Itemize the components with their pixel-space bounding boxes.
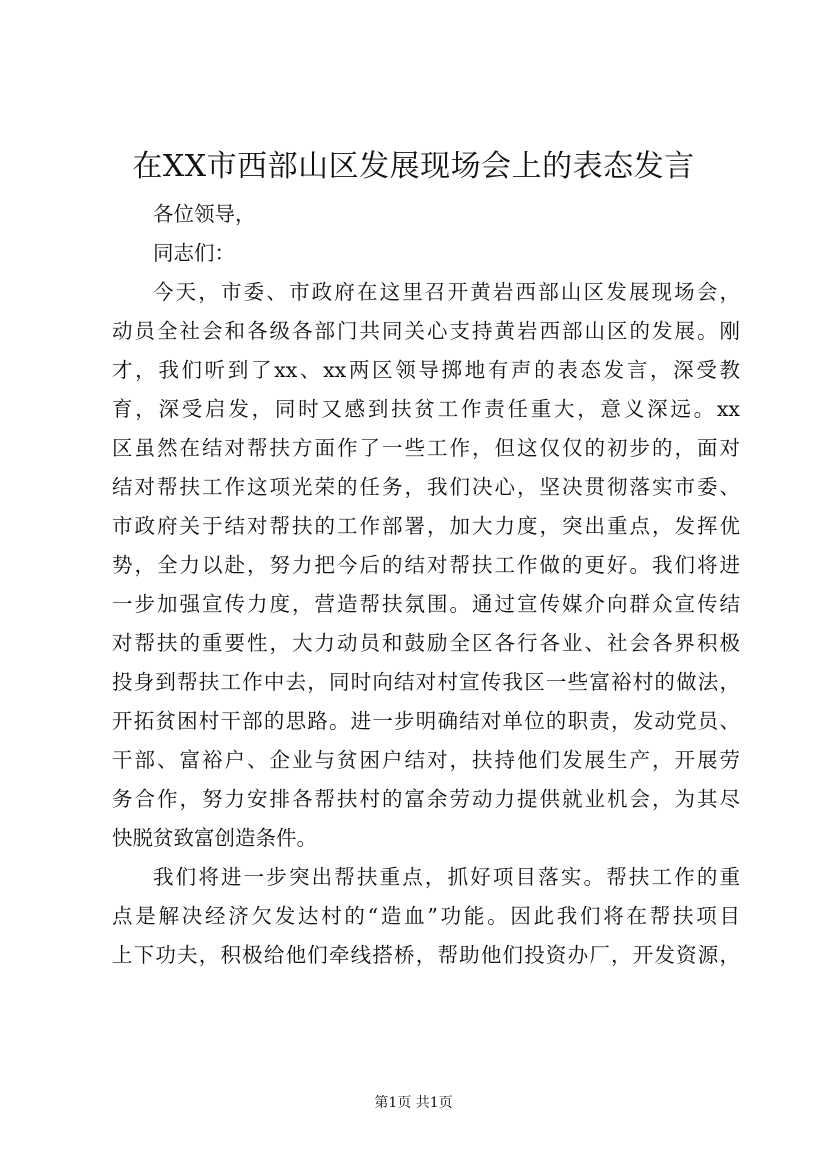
document-body (112, 195, 740, 975)
paragraph-line: 育，深受启发，同时又感到扶贫工作责任重大，意义深远。xx (112, 397, 740, 421)
paragraph-line: 对帮扶的重要性，大力动员和鼓励全区各行各业、社会各界积极 (112, 631, 740, 655)
paragraph-2 (112, 858, 740, 975)
paragraph-line: 结对帮扶工作这项光荣的任务，我们决心，坚决贯彻落实市委、 (112, 475, 740, 499)
paragraph-line: 区虽然在结对帮扶方面作了一些工作，但这仅仅的初步的，面对 (112, 436, 740, 460)
paragraph-line: 动员全社会和各级各部门共同关心支持黄岩西部山区的发展。刚 (112, 319, 740, 343)
paragraph-line: 点是解决经济欠发达村的“造血”功能。因此我们将在帮扶项目 (112, 904, 740, 928)
paragraph-line: 市政府关于结对帮扶的工作部署，加大力度，突出重点，发挥优 (112, 514, 740, 538)
paragraph-line: 务合作，努力安排各帮扶村的富余劳动力提供就业机会，为其尽 (112, 787, 740, 811)
paragraph-line: 势，全力以赴，努力把今后的结对帮扶工作做的更好。我们将进 (112, 553, 740, 577)
paragraph-line: 上下功夫，积极给他们牵线搭桥，帮助他们投资办厂，开发资源， (112, 943, 740, 967)
paragraph-line: 开拓贫困村干部的思路。进一步明确结对单位的职责，发动党员、 (112, 709, 740, 733)
document-title: 在XX市西部山区发展现场会上的表态发言 (132, 149, 695, 184)
paragraph-line: 干部、富裕户、企业与贫困户结对，扶持他们发展生产，开展劳 (112, 748, 740, 772)
paragraph-line: 今天，市委、市政府在这里召开黄岩西部山区发展现场会， (153, 280, 740, 304)
paragraph-line: 投身到帮扶工作中去，同时向结对村宣传我区一些富裕村的做法， (112, 670, 740, 694)
paragraph-line: 我们将进一步突出帮扶重点，抓好项目落实。帮扶工作的重 (153, 865, 740, 889)
page-footer: 第1页 共1页 (374, 1095, 453, 1111)
paragraph-line: 才，我们听到了xx、xx两区领导掷地有声的表态发言，深受教 (112, 358, 740, 382)
paragraph-line: 快脱贫致富创造条件。 (112, 826, 317, 850)
greeting-leaders: 各位领导， (153, 202, 256, 226)
greeting-comrades: 同志们： (153, 241, 235, 265)
paragraph-1 (112, 273, 740, 858)
paragraph-line: 一步加强宣传力度，营造帮扶氛围。通过宣传媒介向群众宣传结 (112, 592, 740, 616)
